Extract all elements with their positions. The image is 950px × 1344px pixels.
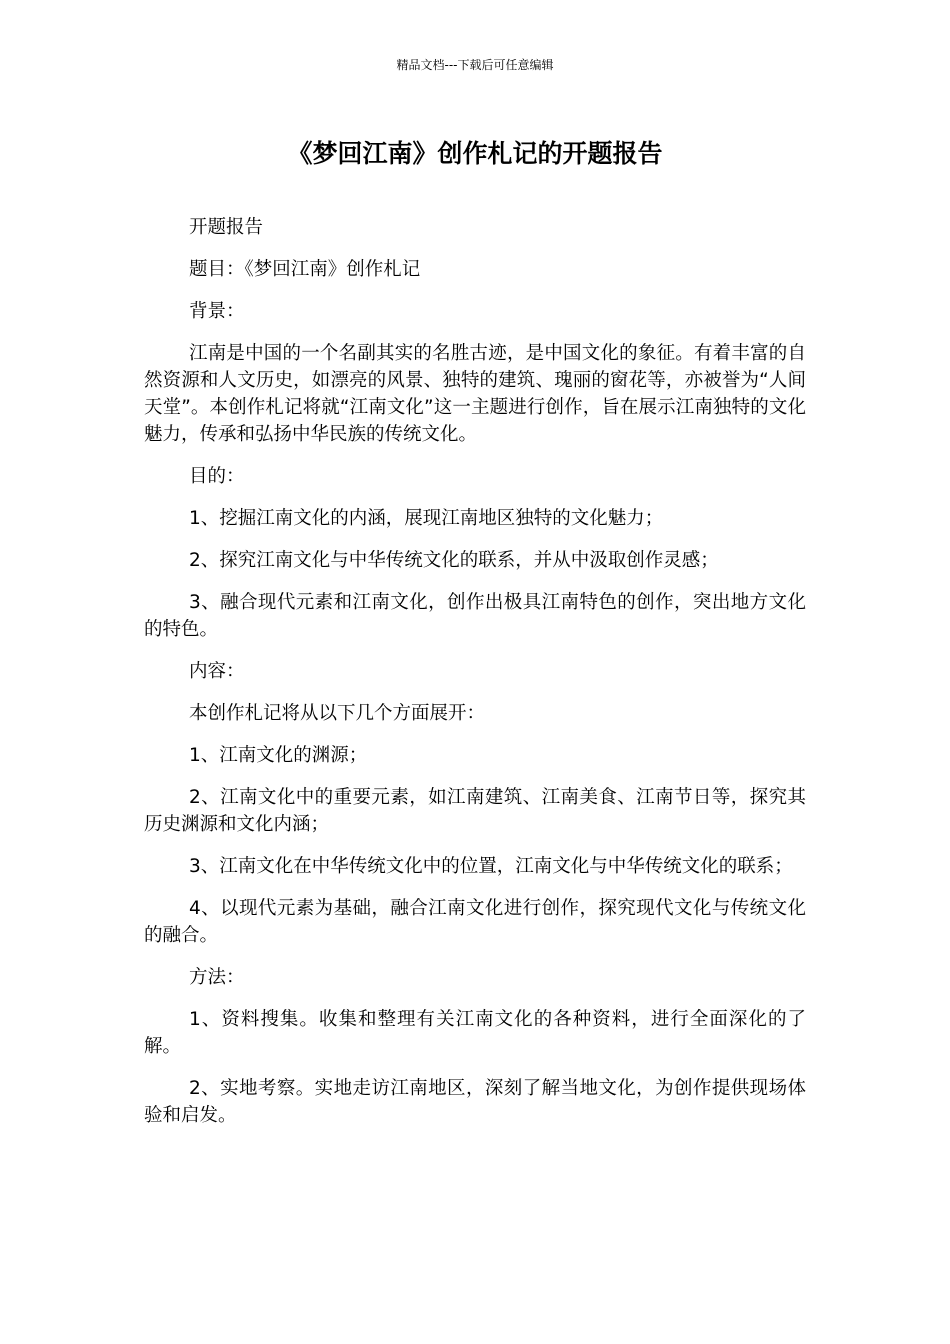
purpose-item: 1、挖掘江南文化的内涵，展现江南地区独特的文化魅力； [189,508,664,529]
method-item: 2、实地考察。实地走访江南地区，深刻了解当地文化，为创作提供现场体验和启发。 [144,1078,806,1126]
content-item: 4、以现代元素为基础，融合江南文化进行创作，探究现代文化与传统文化的融合。 [144,898,806,946]
header-note: 精品文档---下载后可任意编辑 [396,58,554,72]
heading-background: 背景： [189,301,245,322]
document-body [144,214,806,1144]
paragraph-report-label: 开题报告 [189,217,264,238]
content-item: 2、江南文化中的重要元素，如江南建筑、江南美食、江南节日等，探究其历史渊源和文化内涵； [144,787,806,835]
purpose-item: 2、探究江南文化与中华传统文化的联系，并从中汲取创作灵感； [189,550,719,571]
heading-method: 方法： [189,967,245,988]
document-title: 《梦回江南》创作札记的开题报告 [287,139,663,168]
paragraph-topic: 题目：《梦回江南》创作札记 [189,259,421,280]
content-item: 1、江南文化的渊源； [189,745,368,766]
content-item: 3、江南文化在中华传统文化中的位置，江南文化与中华传统文化的联系； [189,856,793,877]
heading-purpose: 目的： [189,466,245,487]
purpose-item: 3、融合现代元素和江南文化，创作出极具江南特色的创作，突出地方文化的特色。 [144,592,806,640]
paragraph-content-intro: 本创作札记将从以下几个方面展开： [189,703,486,724]
method-item: 1、资料搜集。收集和整理有关江南文化的各种资料，进行全面深化的了解。 [144,1009,806,1057]
heading-content: 内容： [189,661,245,682]
paragraph-background: 江南是中国的一个名副其实的名胜古迹，是中国文化的象征。有着丰富的自然资源和人文历史，如漂亮的风景、独特的建筑、瑰丽的窗花等，亦被誉为“人间天堂”。本创作札记将就“江南文化”这一主题进行创作，旨在展示江南独特的文化魅力，传承和弘扬中华民族的传统文化。 [144,343,806,445]
